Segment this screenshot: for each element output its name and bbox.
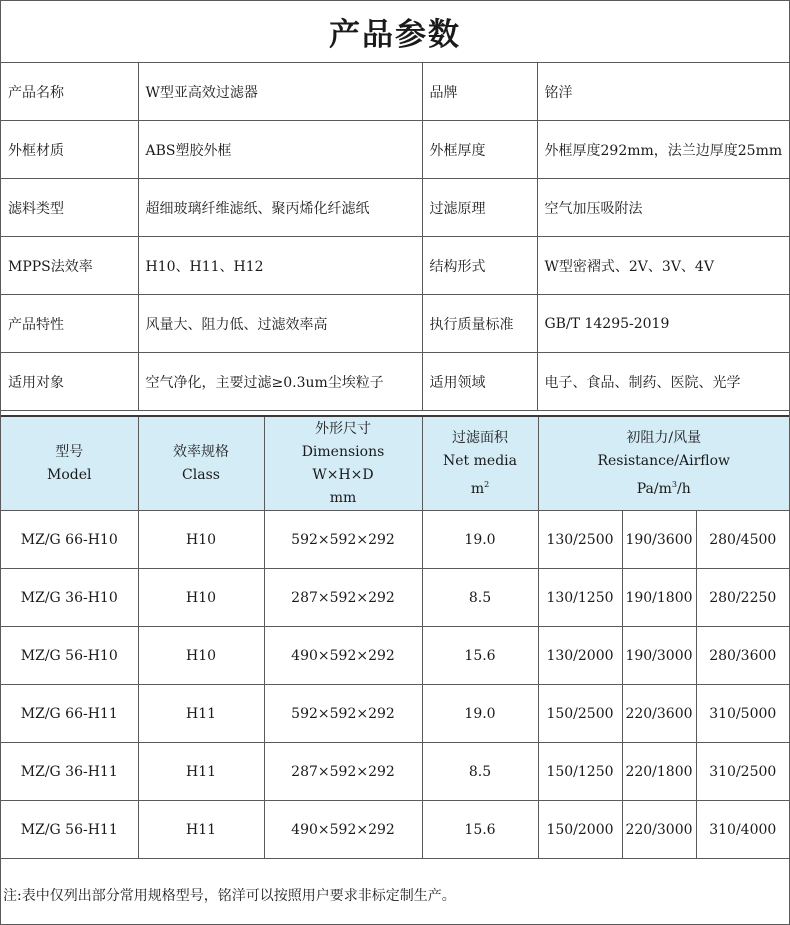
- cell-resistance-1: 150/2000: [538, 801, 622, 859]
- cell-model: MZ/G 56-H11: [1, 801, 138, 859]
- cell-resistance-3: 310/2500: [696, 743, 789, 801]
- spec-value: W型亚高效过滤器: [138, 63, 422, 121]
- cell-resistance-1: 130/2000: [538, 627, 622, 685]
- page-title: 产品参数: [1, 1, 789, 63]
- spec-value: 超细玻璃纤维滤纸、聚丙烯化纤滤纸: [138, 179, 422, 237]
- spec-value: GB/T 14295-2019: [537, 295, 789, 353]
- spec-row: [1, 353, 789, 411]
- spec-value: W型密褶式、2V、3V、4V: [537, 237, 789, 295]
- cell-resistance-2: 220/3600: [622, 685, 696, 743]
- spec-value: 电子、食品、制药、医院、光学: [537, 353, 789, 411]
- header-area-en: Net media: [443, 452, 517, 469]
- cell-class: H11: [138, 743, 264, 801]
- header-class: [138, 416, 264, 511]
- spec-value: 外框厚度292mm，法兰边厚度25mm: [537, 121, 789, 179]
- cell-resistance-2: 190/1800: [622, 569, 696, 627]
- cell-area: 15.6: [422, 801, 538, 859]
- cell-area: 8.5: [422, 569, 538, 627]
- cell-class: H11: [138, 801, 264, 859]
- cell-class: H10: [138, 511, 264, 569]
- spec-table-body: [1, 63, 789, 411]
- header-model-cn: 型号: [55, 443, 84, 460]
- cell-area: 15.6: [422, 627, 538, 685]
- spec-value: ABS塑胶外框: [138, 121, 422, 179]
- spec-row: [1, 179, 789, 237]
- cell-resistance-2: 220/1800: [622, 743, 696, 801]
- cell-dimensions: 490×592×292: [264, 801, 422, 859]
- spec-row: [1, 237, 789, 295]
- footnote: 注:表中仅列出部分常用规格型号，铭洋可以按照用户要求非标定制生产。: [3, 888, 456, 904]
- cell-resistance-3: 280/3600: [696, 627, 789, 685]
- cell-area: 8.5: [422, 743, 538, 801]
- cell-dimensions: 490×592×292: [264, 627, 422, 685]
- model-table-header: [1, 416, 789, 511]
- cell-model: MZ/G 36-H11: [1, 743, 138, 801]
- header-model: [1, 416, 138, 511]
- cell-area: 19.0: [422, 685, 538, 743]
- header-area-unit: [423, 473, 538, 501]
- cell-resistance-3: 310/5000: [696, 685, 789, 743]
- res-unit-sup: 3: [671, 479, 677, 489]
- header-res-cn: 初阻力/风量: [626, 429, 702, 446]
- cell-class: H11: [138, 685, 264, 743]
- spec-label: 适用领域: [422, 353, 537, 411]
- area-unit-base: m: [470, 480, 485, 497]
- header-class-en: Class: [182, 466, 220, 483]
- model-table: [1, 415, 789, 859]
- cell-area: 19.0: [422, 511, 538, 569]
- spec-label: 产品特性: [1, 295, 138, 353]
- res-unit-b: /h: [677, 480, 691, 497]
- table-row: [1, 685, 789, 743]
- table-row: [1, 511, 789, 569]
- cell-resistance-3: 310/4000: [696, 801, 789, 859]
- cell-model: MZ/G 66-H11: [1, 685, 138, 743]
- cell-resistance-1: 150/1250: [538, 743, 622, 801]
- spec-row: [1, 295, 789, 353]
- header-area-cn: 过滤面积: [452, 429, 508, 446]
- cell-resistance-1: 150/2500: [538, 685, 622, 743]
- header-model-en: Model: [47, 466, 92, 483]
- header-dimensions: [264, 416, 422, 511]
- cell-model: MZ/G 66-H10: [1, 511, 138, 569]
- spec-label: 过滤原理: [422, 179, 537, 237]
- header-dim-formula: W×H×D: [312, 466, 374, 483]
- header-dim-cn: 外形尺寸: [315, 420, 371, 437]
- spec-label: 滤料类型: [1, 179, 138, 237]
- cell-dimensions: 287×592×292: [264, 569, 422, 627]
- cell-resistance-3: 280/2250: [696, 569, 789, 627]
- area-unit-sup: 2: [484, 479, 490, 489]
- header-class-cn: 效率规格: [173, 443, 229, 460]
- cell-class: H10: [138, 627, 264, 685]
- spec-label: 产品名称: [1, 63, 138, 121]
- cell-class: H10: [138, 569, 264, 627]
- cell-resistance-1: 130/1250: [538, 569, 622, 627]
- spec-row: [1, 63, 789, 121]
- res-unit-a: Pa/m: [636, 480, 672, 497]
- spec-table: [1, 63, 789, 411]
- spec-value: 空气净化，主要过滤≥0.3um尘埃粒子: [138, 353, 422, 411]
- spec-label: 执行质量标准: [422, 295, 537, 353]
- cell-dimensions: 592×592×292: [264, 685, 422, 743]
- header-resistance: [538, 416, 789, 511]
- header-res-en: Resistance/Airflow: [597, 452, 731, 469]
- spec-value: 空气加压吸附法: [537, 179, 789, 237]
- spec-row: [1, 121, 789, 179]
- table-row: [1, 801, 789, 859]
- spec-label: 品牌: [422, 63, 537, 121]
- table-row: [1, 743, 789, 801]
- spec-value: 铭洋: [537, 63, 789, 121]
- spec-value: H10、H11、H12: [138, 237, 422, 295]
- model-table-body: [1, 416, 789, 859]
- cell-resistance-2: 220/3000: [622, 801, 696, 859]
- cell-resistance-1: 130/2500: [538, 511, 622, 569]
- header-net-media: [422, 416, 538, 511]
- spec-label: 结构形式: [422, 237, 537, 295]
- cell-model: MZ/G 36-H10: [1, 569, 138, 627]
- header-res-unit: [539, 473, 790, 501]
- spec-label: MPPS法效率: [1, 237, 138, 295]
- cell-dimensions: 592×592×292: [264, 511, 422, 569]
- spec-label: 适用对象: [1, 353, 138, 411]
- cell-dimensions: 287×592×292: [264, 743, 422, 801]
- cell-resistance-2: 190/3600: [622, 511, 696, 569]
- header-dim-unit: mm: [329, 489, 357, 506]
- cell-model: MZ/G 56-H10: [1, 627, 138, 685]
- table-row: [1, 569, 789, 627]
- spec-label: 外框厚度: [422, 121, 537, 179]
- header-dim-en: Dimensions: [301, 443, 385, 460]
- spec-label: 外框材质: [1, 121, 138, 179]
- table-row: [1, 627, 789, 685]
- cell-resistance-3: 280/4500: [696, 511, 789, 569]
- cell-resistance-2: 190/3000: [622, 627, 696, 685]
- spec-value: 风量大、阻力低、过滤效率高: [138, 295, 422, 353]
